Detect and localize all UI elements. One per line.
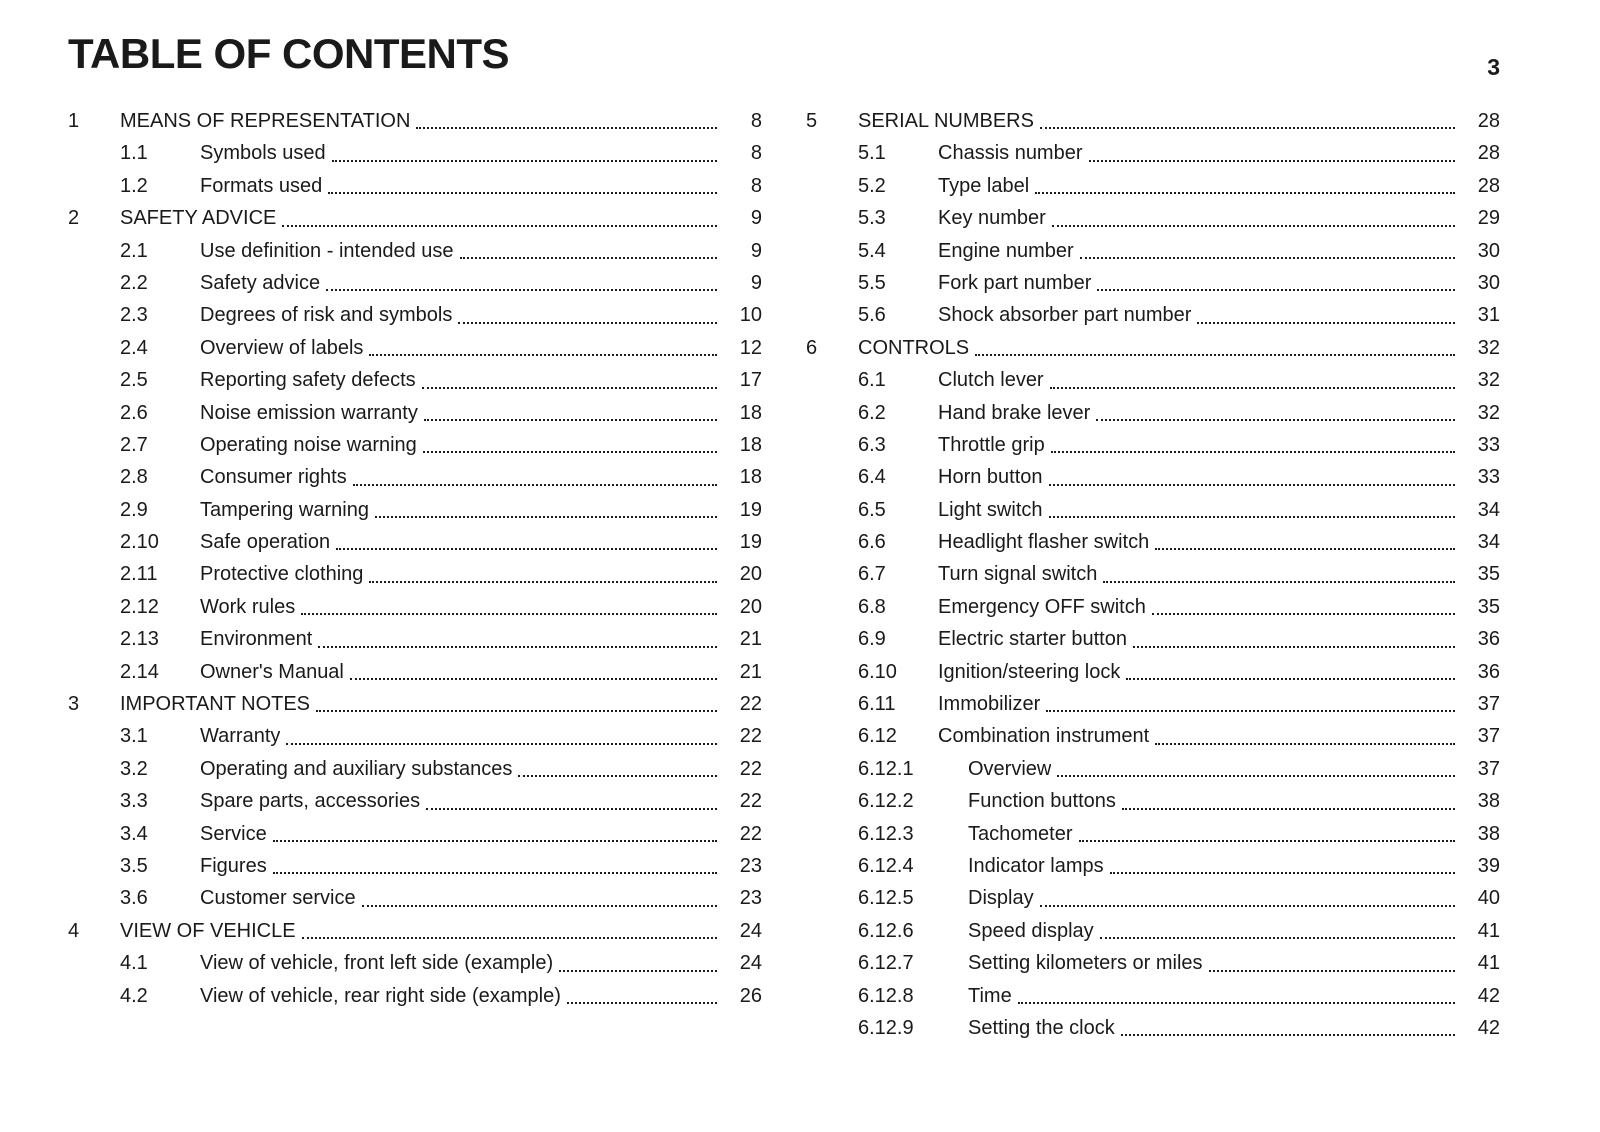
toc-entry	[68, 656, 762, 688]
dot-leader	[369, 494, 722, 526]
toc-entry-page: 39	[1477, 854, 1500, 877]
toc-entry	[806, 526, 1500, 558]
toc-entry-label: Service	[200, 822, 267, 845]
toc-entry	[806, 818, 1500, 850]
toc-entry-label: Formats used	[200, 174, 323, 197]
toc-entry-number: 4.1	[120, 952, 148, 975]
toc-entry	[806, 882, 1500, 914]
page-header	[68, 30, 1500, 81]
toc-entry-page: 32	[1477, 336, 1500, 359]
toc-entry	[68, 591, 762, 623]
toc-entry-label: Symbols used	[200, 142, 326, 165]
toc-entry-page: 19	[739, 531, 762, 554]
dot-leader	[356, 882, 722, 914]
toc-entry	[806, 494, 1500, 526]
dot-leader	[512, 753, 722, 785]
toc-entry	[68, 753, 762, 785]
dot-leader	[561, 980, 722, 1012]
toc-entry	[806, 202, 1500, 234]
toc-entry	[806, 429, 1500, 461]
dot-leader	[1073, 818, 1461, 850]
toc-entry	[68, 980, 762, 1012]
toc-entry-number: 2.13	[120, 628, 159, 651]
toc-entry-page: 34	[1477, 498, 1500, 521]
toc-entry-page: 8	[750, 142, 762, 165]
toc-entry-label: Setting kilometers or miles	[968, 952, 1203, 975]
toc-entry-page: 9	[750, 239, 762, 262]
toc-entry	[806, 170, 1500, 202]
dot-leader	[1083, 137, 1460, 169]
toc-entry-label: Speed display	[968, 919, 1094, 942]
toc-entry-label: Headlight flasher switch	[938, 531, 1150, 554]
dot-leader	[1115, 1012, 1460, 1044]
toc-entry-label: CONTROLS	[858, 336, 970, 359]
toc-entry-page: 28	[1477, 174, 1500, 197]
dot-leader	[267, 850, 722, 882]
dot-leader	[1051, 753, 1460, 785]
toc-entry-page: 30	[1477, 271, 1500, 294]
toc-entry-label: Tampering warning	[200, 498, 369, 521]
toc-entry-number: 6.8	[858, 595, 886, 618]
dot-leader	[1149, 526, 1460, 558]
toc-entry	[806, 105, 1500, 137]
toc-entry-label: Indicator lamps	[968, 854, 1104, 877]
toc-entry	[68, 299, 762, 331]
toc-entry-number: 6.12.8	[858, 984, 914, 1007]
toc-entry-page: 24	[739, 952, 762, 975]
toc-entry-number: 6.3	[858, 433, 886, 456]
toc-entry	[68, 105, 762, 137]
toc-entry-page: 41	[1477, 952, 1500, 975]
toc-entry-number: 6.12.4	[858, 854, 914, 877]
toc-entry	[806, 623, 1500, 655]
toc-entry	[68, 267, 762, 299]
toc-entry	[806, 915, 1500, 947]
dot-leader	[320, 267, 722, 299]
toc-entry-number: 2	[68, 207, 80, 230]
dot-leader	[1034, 882, 1460, 914]
toc-entry-label: Environment	[200, 628, 313, 651]
toc-entry	[806, 850, 1500, 882]
toc-entry-label: Horn button	[938, 466, 1043, 489]
toc-entry	[68, 429, 762, 461]
page-title: TABLE OF CONTENTS	[68, 30, 510, 77]
toc-entry-page: 18	[739, 466, 762, 489]
toc-entry	[68, 720, 762, 752]
toc-entry-page: 18	[739, 433, 762, 456]
toc-entry-label: Shock absorber part number	[938, 304, 1192, 327]
toc-entry-number: 2.1	[120, 239, 148, 262]
toc-entry-number: 3.3	[120, 790, 148, 813]
dot-leader	[1120, 656, 1460, 688]
toc-entry-number: 6.6	[858, 531, 886, 554]
toc-entry-label: Reporting safety defects	[200, 369, 416, 392]
dot-leader	[344, 656, 722, 688]
dot-leader	[416, 364, 722, 396]
toc-entry-number: 6.12.3	[858, 822, 914, 845]
toc-entry-label: Clutch lever	[938, 369, 1044, 392]
dot-leader	[454, 235, 723, 267]
toc-entry-label: Ignition/steering lock	[938, 660, 1121, 683]
toc-entry-label: Immobilizer	[938, 693, 1041, 716]
toc-entry-page: 17	[739, 369, 762, 392]
toc-entry-number: 3.4	[120, 822, 148, 845]
toc-entry	[68, 688, 762, 720]
toc-entry-page: 26	[739, 984, 762, 1007]
dot-leader	[1104, 850, 1460, 882]
dot-leader	[1045, 429, 1460, 461]
toc-entry-label: Operating and auxiliary substances	[200, 757, 513, 780]
toc-entry	[68, 202, 762, 234]
toc-entry	[806, 397, 1500, 429]
toc-entry-page: 33	[1477, 466, 1500, 489]
toc-entry-label: Setting the clock	[968, 1016, 1115, 1039]
dot-leader	[1012, 980, 1460, 1012]
dot-leader	[326, 137, 722, 169]
toc-entry-label: Spare parts, accessories	[200, 790, 421, 813]
dot-leader	[1091, 267, 1460, 299]
toc-entry-label: Turn signal switch	[938, 563, 1098, 586]
toc-entry	[68, 397, 762, 429]
toc-entry	[68, 785, 762, 817]
dot-leader	[553, 947, 722, 979]
dot-leader	[280, 720, 722, 752]
toc-entry-page: 35	[1477, 595, 1500, 618]
dot-leader	[330, 526, 722, 558]
toc-entry-label: Throttle grip	[938, 433, 1045, 456]
toc-entry-label: MEANS OF REPRESENTATION	[120, 110, 411, 132]
toc-entry-number: 6.2	[858, 401, 886, 424]
toc-entry-number: 2.2	[120, 271, 148, 294]
toc-entry-label: Electric starter button	[938, 628, 1127, 651]
toc-entry	[806, 688, 1500, 720]
toc-entry-number: 2.14	[120, 660, 159, 683]
dot-leader	[1044, 364, 1460, 396]
toc-entry-page: 30	[1477, 239, 1500, 262]
toc-entry-page: 31	[1477, 304, 1500, 327]
toc-entry-label: Warranty	[200, 725, 281, 748]
toc-entry-label: Chassis number	[938, 142, 1083, 165]
dot-leader	[312, 623, 722, 655]
toc-entry-number: 6.7	[858, 563, 886, 586]
dot-leader	[1191, 299, 1460, 331]
toc-entry	[806, 980, 1500, 1012]
toc-entry-page: 19	[739, 498, 762, 521]
toc-entry-number: 4	[68, 919, 80, 942]
toc-entry-label: Customer service	[200, 887, 356, 910]
toc-entry-page: 37	[1477, 725, 1500, 748]
toc-entry-page: 22	[739, 822, 762, 845]
dot-leader	[1116, 785, 1460, 817]
dot-leader	[1146, 591, 1460, 623]
dot-leader	[363, 558, 722, 590]
toc-entry-number: 5.1	[858, 142, 886, 165]
toc-entry-page: 22	[739, 693, 762, 716]
toc-entry-page: 32	[1477, 401, 1500, 424]
toc-entry-page: 10	[739, 304, 762, 327]
dot-leader	[347, 461, 722, 493]
toc-entry-page: 35	[1477, 563, 1500, 586]
toc-entry-label: Time	[968, 984, 1012, 1007]
toc-entry-label: Work rules	[200, 595, 296, 618]
toc-entry	[806, 947, 1500, 979]
toc-entry-page: 24	[739, 919, 762, 942]
toc-entry-page: 41	[1477, 919, 1500, 942]
toc-entry-number: 2.9	[120, 498, 148, 521]
toc-entry-label: Key number	[938, 207, 1046, 230]
toc-entry-page: 42	[1477, 984, 1500, 1007]
toc-entry-number: 1	[68, 110, 80, 132]
toc-entry-number: 2.4	[120, 336, 148, 359]
toc-entry-page: 23	[739, 854, 762, 877]
toc-entry	[68, 882, 762, 914]
toc-entry-number: 1.2	[120, 174, 148, 197]
toc-entry	[806, 785, 1500, 817]
toc-entry-number: 2.10	[120, 531, 159, 554]
toc-entry-page: 32	[1477, 369, 1500, 392]
toc-entry-page: 21	[739, 660, 762, 683]
dot-leader	[1203, 947, 1460, 979]
dot-leader	[276, 202, 722, 234]
toc-entry-page: 28	[1477, 110, 1500, 132]
toc-entry-label: Hand brake lever	[938, 401, 1091, 424]
toc-entry-number: 2.8	[120, 466, 148, 489]
dot-leader	[1040, 688, 1460, 720]
dot-leader	[1074, 235, 1460, 267]
toc-entry-label: View of vehicle, rear right side (example)	[200, 984, 561, 1007]
toc-entry	[68, 818, 762, 850]
toc-entry-label: Light switch	[938, 498, 1043, 521]
toc-entry	[68, 137, 762, 169]
toc-entry-number: 2.3	[120, 304, 148, 327]
toc-entry-page: 9	[750, 207, 762, 230]
dot-leader	[417, 429, 722, 461]
toc-entry-label: Combination instrument	[938, 725, 1150, 748]
toc-entry-number: 3.1	[120, 725, 148, 748]
toc-entry	[68, 623, 762, 655]
dot-leader	[1029, 170, 1460, 202]
toc-entry-label: Overview	[968, 757, 1052, 780]
toc-entry	[68, 494, 762, 526]
toc-entry-page: 12	[739, 336, 762, 359]
dot-leader	[322, 170, 722, 202]
toc-entry	[68, 526, 762, 558]
toc-entry-page: 40	[1477, 887, 1500, 910]
dot-leader	[267, 818, 722, 850]
toc-entry	[806, 591, 1500, 623]
toc-entry-page: 8	[750, 174, 762, 197]
dot-leader	[1127, 623, 1460, 655]
dot-leader	[418, 397, 722, 429]
toc-entry-number: 6.12.5	[858, 887, 914, 910]
dot-leader	[1090, 397, 1460, 429]
toc-entry-label: Owner's Manual	[200, 660, 344, 683]
dot-leader	[1043, 494, 1461, 526]
toc-entry-number: 5.3	[858, 207, 886, 230]
toc-entry-page: 29	[1477, 207, 1500, 230]
toc-entry	[806, 332, 1500, 364]
toc-entry-number: 6.9	[858, 628, 886, 651]
toc-column-left	[68, 105, 762, 1044]
toc-entry-number: 5.5	[858, 271, 886, 294]
toc-entry	[68, 170, 762, 202]
toc-entry-number: 2.6	[120, 401, 148, 424]
dot-leader	[452, 299, 722, 331]
toc-entry-number: 5.4	[858, 239, 886, 262]
toc-entry-label: SERIAL NUMBERS	[858, 110, 1034, 132]
toc-entry-number: 6.12	[858, 725, 897, 748]
toc-entry-number: 6.12.2	[858, 790, 914, 813]
toc-entry-page: 18	[739, 401, 762, 424]
dot-leader	[295, 591, 722, 623]
toc-entry	[806, 267, 1500, 299]
toc-entry-page: 23	[739, 887, 762, 910]
dot-leader	[1097, 558, 1460, 590]
toc-entry-page: 37	[1477, 693, 1500, 716]
toc-entry	[806, 137, 1500, 169]
toc-entry-label: Consumer rights	[200, 466, 347, 489]
toc-entry-number: 4.2	[120, 984, 148, 1007]
toc-entry-number: 6.1	[858, 369, 886, 392]
toc-entry-page: 8	[750, 110, 762, 132]
toc-entry	[806, 720, 1500, 752]
toc-entry-number: 6.12.1	[858, 757, 914, 780]
toc-entry-label: Degrees of risk and symbols	[200, 304, 453, 327]
toc-entry-label: Engine number	[938, 239, 1074, 262]
toc-entry-page: 22	[739, 725, 762, 748]
toc-entry	[806, 299, 1500, 331]
toc-entry-number: 3.2	[120, 757, 148, 780]
toc-entry-number: 6.12.9	[858, 1016, 914, 1039]
toc-entry-page: 38	[1477, 790, 1500, 813]
toc-entry-label: VIEW OF VEHICLE	[120, 919, 296, 942]
toc-entry-label: Noise emission warranty	[200, 401, 418, 424]
toc-entry-page: 42	[1477, 1016, 1500, 1039]
toc-entry-number: 6.12.7	[858, 952, 914, 975]
toc-entry-page: 33	[1477, 433, 1500, 456]
toc-entry	[68, 235, 762, 267]
toc-entry	[68, 332, 762, 364]
toc-entry-number: 2.7	[120, 433, 148, 456]
toc-entry-label: IMPORTANT NOTES	[120, 693, 311, 716]
toc-entry-page: 21	[739, 628, 762, 651]
toc-entry-number: 3	[68, 693, 80, 716]
dot-leader	[1043, 461, 1460, 493]
dot-leader	[410, 105, 722, 137]
toc-entry-page: 36	[1477, 628, 1500, 651]
toc-entry	[806, 364, 1500, 396]
toc-entry-label: Emergency OFF switch	[938, 595, 1146, 618]
toc-entry-label: Overview of labels	[200, 336, 364, 359]
toc-entry-number: 3.5	[120, 854, 148, 877]
toc-entry-number: 6.4	[858, 466, 886, 489]
toc-entry-number: 5.2	[858, 174, 886, 197]
toc-entry-label: Fork part number	[938, 271, 1092, 294]
toc-columns	[68, 105, 1500, 1044]
toc-entry-label: Display	[968, 887, 1034, 910]
toc-entry	[806, 558, 1500, 590]
toc-entry-number: 5	[806, 110, 818, 132]
toc-entry-page: 38	[1477, 822, 1500, 845]
toc-entry-number: 5.6	[858, 304, 886, 327]
toc-entry	[68, 461, 762, 493]
toc-entry-page: 9	[750, 271, 762, 294]
toc-entry-page: 36	[1477, 660, 1500, 683]
toc-entry-number: 6.10	[858, 660, 897, 683]
toc-entry-page: 28	[1477, 142, 1500, 165]
toc-entry	[806, 461, 1500, 493]
toc-entry-label: Function buttons	[968, 790, 1116, 813]
toc-entry-page: 34	[1477, 531, 1500, 554]
dot-leader	[1046, 202, 1460, 234]
toc-entry-page: 20	[739, 595, 762, 618]
dot-leader	[1034, 105, 1460, 137]
toc-entry-number: 2.11	[120, 563, 158, 586]
toc-entry	[806, 656, 1500, 688]
toc-entry	[68, 558, 762, 590]
toc-entry-label: Tachometer	[968, 822, 1073, 845]
toc-entry	[68, 947, 762, 979]
dot-leader	[1149, 720, 1460, 752]
dot-leader	[420, 785, 722, 817]
toc-entry-number: 6.5	[858, 498, 886, 521]
page-number: 3	[1487, 54, 1500, 80]
toc-entry	[806, 753, 1500, 785]
toc-entry-number: 2.5	[120, 369, 148, 392]
toc-column-right	[806, 105, 1500, 1044]
toc-entry-page: 22	[739, 790, 762, 813]
dot-leader	[363, 332, 722, 364]
toc-entry-page: 37	[1477, 757, 1500, 780]
toc-entry-label: Type label	[938, 174, 1030, 197]
toc-entry-number: 6	[806, 336, 818, 359]
dot-leader	[969, 332, 1460, 364]
toc-entry-label: Use definition - intended use	[200, 239, 454, 262]
toc-entry	[806, 1012, 1500, 1044]
toc-entry-label: View of vehicle, front left side (example)	[200, 952, 554, 975]
toc-entry-number: 6.12.6	[858, 919, 914, 942]
toc-entry-label: Figures	[200, 854, 267, 877]
toc-entry	[68, 364, 762, 396]
toc-entry-number: 1.1	[120, 142, 148, 165]
toc-entry-label: Safe operation	[200, 531, 331, 554]
toc-entry	[806, 235, 1500, 267]
dot-leader	[1094, 915, 1460, 947]
toc-entry	[68, 915, 762, 947]
toc-entry-number: 3.6	[120, 887, 148, 910]
toc-entry-label: SAFETY ADVICE	[120, 207, 277, 230]
toc-entry-page: 20	[739, 563, 762, 586]
toc-entry-label: Protective clothing	[200, 563, 364, 586]
toc-entry	[68, 850, 762, 882]
toc-entry-page: 22	[739, 757, 762, 780]
dot-leader	[310, 688, 722, 720]
toc-entry-label: Operating noise warning	[200, 433, 417, 456]
toc-entry-number: 2.12	[120, 595, 159, 618]
dot-leader	[296, 915, 722, 947]
toc-entry-label: Safety advice	[200, 271, 321, 294]
toc-entry-number: 6.11	[858, 693, 896, 716]
